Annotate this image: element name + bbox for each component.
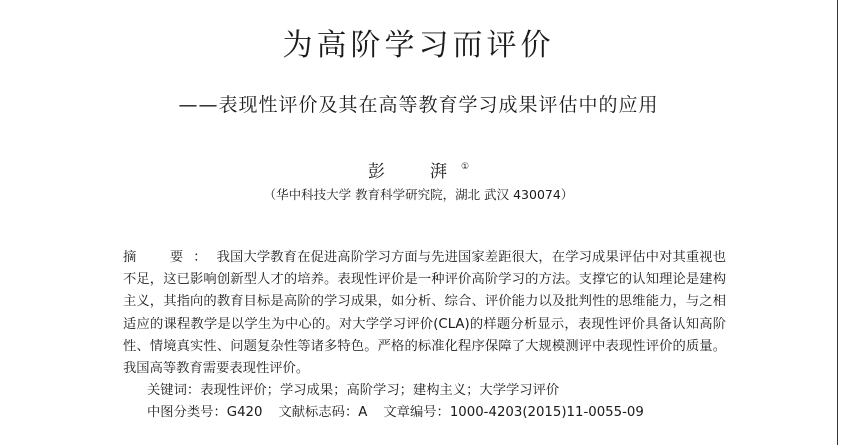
affiliation: （华中科技大学 教育科学研究院，湖北 武汉 430074）	[263, 187, 574, 202]
document-code-value: A	[358, 405, 368, 420]
keywords	[147, 379, 559, 398]
keywords-label: 关键词：	[147, 383, 201, 398]
document-code-label: 文献标志码：	[278, 405, 359, 420]
paper-title: 为高阶学习而评价	[282, 28, 555, 63]
keywords-text: 表现性评价；学习成果；高阶学习；建构主义；大学学习评价	[200, 383, 560, 398]
classification-line	[147, 401, 644, 420]
paper-subtitle: ——表现性评价及其在高等教育学习成果评估中的应用	[178, 94, 659, 116]
author-footnote-mark[interactable]: ①	[460, 162, 470, 172]
author-name: 彭 湃	[367, 162, 461, 182]
article-number-value: 1000-4203(2015)11-0055-09	[449, 405, 644, 420]
abstract	[123, 247, 726, 380]
author	[0, 157, 837, 182]
abstract-label: 摘 要：	[123, 250, 217, 265]
abstract-text: 我国大学教育在促进高阶学习方面与先进国家差距很大，在学习成果评估中对其重视也不足，这已影响创新型人才的培养。表现性评价是一种评价高阶学习的方法。支撑它的认知理论是建构主义，其指向的教育目标是高阶的学习成果，如分析、综合、评价能力以及批判性的思维能力，与之相适应的课程教学是以学生为中心的。对大学学习评价(CLA)的样题分析显示，表现性评价具备认知高阶性、情境真实性、问题复杂性等诸多特色。严格的标准化程序保障了大规模测评中表现性评价的质量。我国高等教育需要表现性评价。	[123, 250, 727, 377]
clc-value: G420	[226, 405, 263, 420]
page-edge-rule	[837, 0, 838, 445]
article-number-label: 文章编号：	[383, 405, 450, 420]
clc-label: 中图分类号：	[147, 405, 227, 420]
